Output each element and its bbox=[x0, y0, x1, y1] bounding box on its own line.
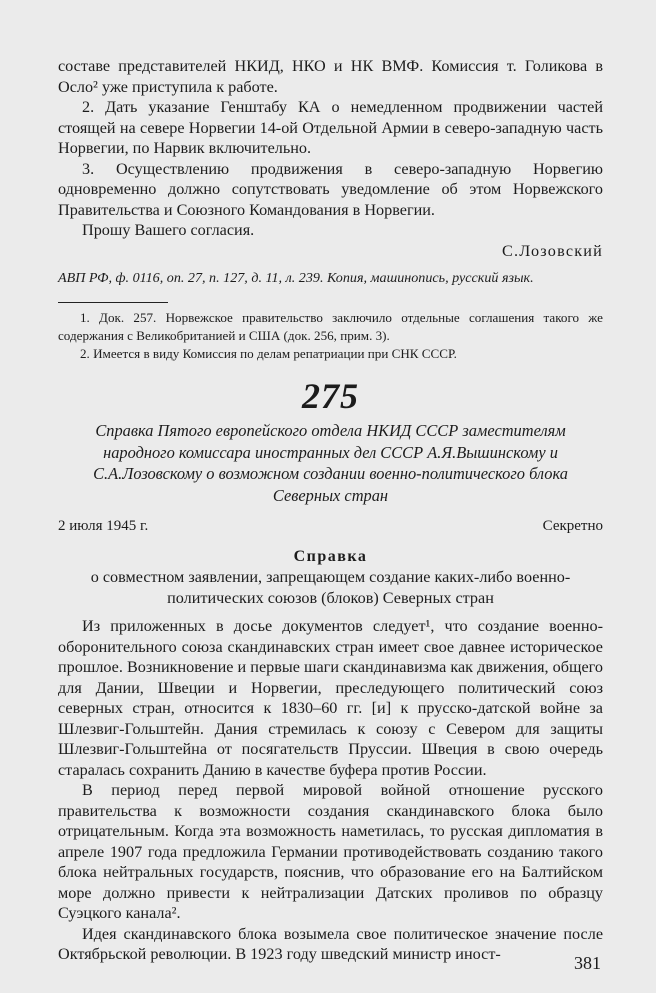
document-page bbox=[58, 56, 603, 965]
document-date: 2 июля 1945 г. bbox=[58, 518, 149, 535]
footnote-divider bbox=[58, 302, 168, 303]
point-2-paragraph: 2. Дать указание Генштабу КА о немедленном продвижении частей стоящей на севере Норвегии 14-ой Отдельной Армии в северо-западную часть Норвегии, по Нарвик включительно. bbox=[58, 98, 603, 157]
document-title: Справка Пятого европейского отдела НКИД СССР заместителям народного комиссара иностранных дел СССР А.Я.Вышинскому и С.А.Лозовскому о возможном создании военно-политического блока Северных стран bbox=[93, 421, 568, 505]
point-3-paragraph: 3. Осуществлению продвижения в северо-западную Норвегию одновременно должно сопутствовать уведомление об этом Норвежского Правительства и Союзного Командования в Норвегии. bbox=[58, 159, 603, 219]
date-row bbox=[58, 516, 603, 536]
classification-label: Секретно bbox=[542, 518, 603, 535]
request-paragraph: Прошу Вашего согласия. bbox=[82, 221, 255, 239]
section-heading: Справка bbox=[293, 548, 368, 566]
body-paragraph-3: Идея скандинавского блока возымела свое политическое значение после Октябрьской революции. В 1923 году шведский министр иност- bbox=[58, 924, 603, 964]
footnote-1: 1. Док. 257. Норвежское правительство заключило отдельные соглашения такого же содержания с Великобританией и США (док. 256, прим. 3). bbox=[58, 310, 603, 344]
body-paragraph-2: В период перед первой мировой войной отношение русского правительства к возможности создания скандинавского блока было отрицательным. Когда эта возможность наметилась, то русская дипломатия в апреле 1907 года предложила Германии противодействовать созданию такого блока нейтральных государств, пояснив, что образование его на Балтийском море должно привести к нейтрализации Датских проливов по образцу Суэцкого канала². bbox=[58, 781, 603, 923]
section-subheading: о совместном заявлении, запрещающем создание каких-либо военно-политических союзов (блоков) Северных стран bbox=[90, 568, 571, 607]
footnote-2: 2. Имеется в виду Комиссия по делам репатриации при СНК СССР. bbox=[80, 346, 457, 362]
page-number: 381 bbox=[574, 953, 601, 973]
archive-source: АВП РФ, ф. 0116, оп. 27, п. 127, д. 11, л. 239. Копия, машинопись, русский язык. bbox=[58, 270, 534, 286]
body-paragraph-1: Из приложенных в досье документов следует¹, что создание военно-оборонительного союза скандинавских стран имеет свое давнее историческое прошлое. Возникновение и первые шаги скандинавизма как движения, общего для Дании, Швеции и Норвегии, преследующего политический союз северных стран, относится к 1830–60 гг. [и] к прусско-датской войне за Шлезвиг-Гольштейн. Дания стремилась к союзу с Севером для защиты Шлезвиг-Гольштейна от посягательств Пруссии. Швеция в свою очередь старалась сохранить Данию в качестве буфера против России. bbox=[58, 617, 603, 779]
continuation-paragraph: составе представителей НКИД, НКО и НК ВМФ. Комиссия т. Голикова в Осло² уже приступила к работе. bbox=[58, 57, 603, 96]
signature: С.Лозовский bbox=[501, 241, 603, 260]
document-number: 275 bbox=[302, 376, 359, 417]
